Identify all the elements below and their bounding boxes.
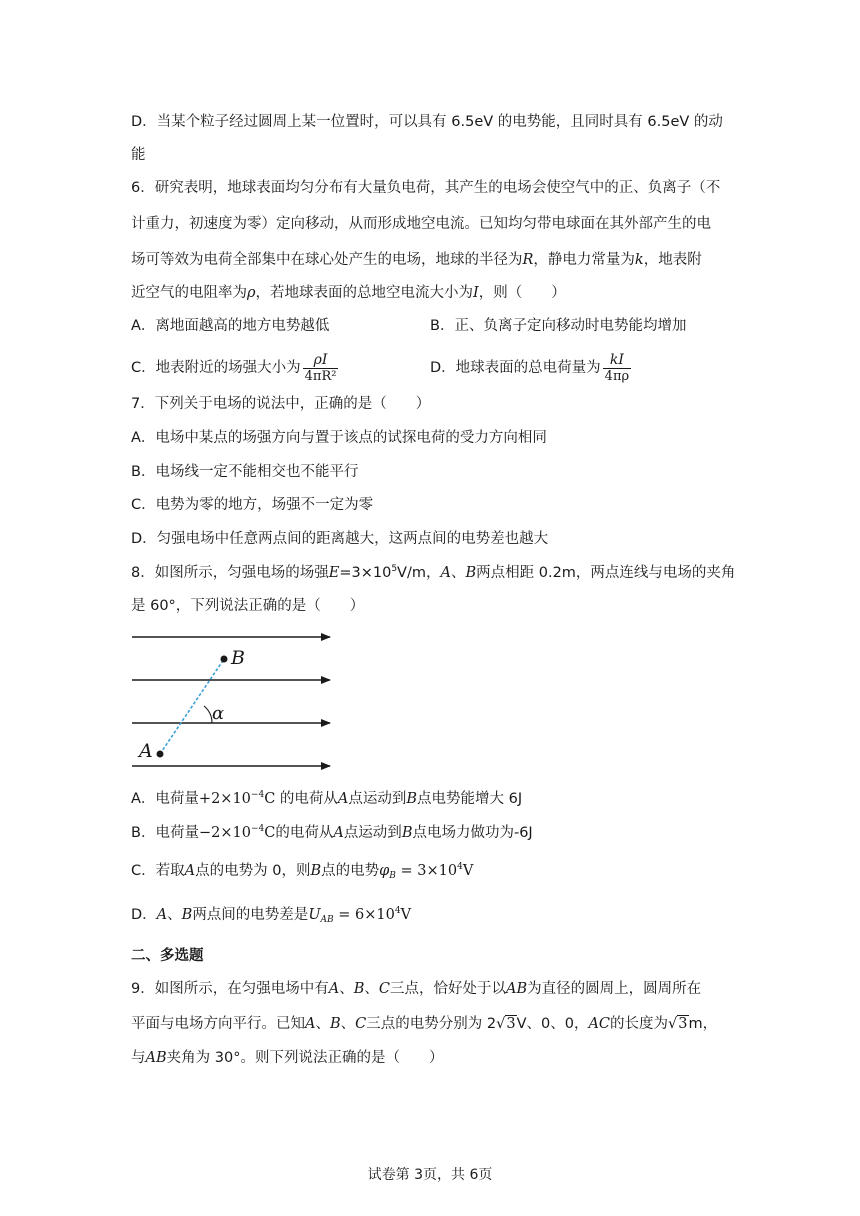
text: 为直径的圆周上，圆周所在	[527, 981, 702, 997]
page-footer: 试卷第 3页，共 6页	[367, 1167, 493, 1183]
q7-option-a: A．电场中某点的场强方向与置于该点的试探电荷的受力方向相同	[131, 430, 547, 446]
value: = 3×10	[395, 863, 458, 879]
var-a: A	[184, 863, 196, 879]
numerator: kI	[609, 351, 624, 368]
label-a: A	[139, 740, 153, 762]
radicand: 3	[678, 1016, 688, 1032]
fraction	[603, 352, 631, 385]
q9-stem-line3	[131, 1048, 443, 1068]
text: D．	[131, 907, 157, 923]
text: C．若取	[131, 863, 185, 879]
var-rho: ρ	[247, 285, 256, 301]
angle-arc	[204, 706, 212, 723]
text: 8．如图所示，匀强电场的场强	[131, 565, 329, 581]
exponent: −4	[250, 790, 265, 800]
var-b: B	[181, 907, 193, 923]
text: 的长度为	[610, 1016, 669, 1032]
exponent: 4	[457, 862, 463, 872]
q7-option-b: B．电场线一定不能相交也不能平行	[131, 464, 359, 480]
q7-option-c: C．电势为零的地方，场强不一定为零	[131, 497, 374, 513]
section-heading: 二、多选题	[131, 948, 204, 964]
text: 两点相距 0.2m，两点连线与电场的夹角	[476, 565, 736, 581]
text: ，则（ ）	[478, 285, 566, 301]
label-alpha: α	[212, 703, 225, 724]
text: 平面与电场方向平行。已知	[131, 1016, 305, 1032]
var-ab: AB	[505, 981, 528, 997]
q6-option-b: B．正、负离子定向移动时电势能均增加	[430, 318, 687, 334]
text: ，若地球表面的总地空电流大小为	[255, 285, 474, 301]
q6-option-d	[430, 350, 633, 386]
var-i: I	[473, 285, 479, 301]
var-e: E	[328, 565, 340, 581]
var-b: B	[401, 825, 413, 841]
text: m，	[688, 1016, 718, 1032]
q6-stem-line1: 6．研究表明，地球表面均匀分布有大量负电荷，其产生的电场会使空气中的正、负离子（不	[131, 180, 721, 196]
unit: V	[462, 863, 474, 879]
q8-stem-line1	[131, 563, 735, 583]
numerator: ρI	[313, 351, 328, 368]
label-b: B	[231, 647, 245, 669]
unit: C	[264, 825, 276, 841]
exponent: 4	[394, 906, 401, 916]
unit: C	[264, 791, 276, 807]
text: 点电势能增大 6J	[417, 791, 523, 807]
q6-stem-line4	[131, 283, 566, 303]
var-a: A	[156, 907, 168, 923]
text: 的电荷从	[275, 825, 334, 841]
text: ，地表附	[643, 252, 702, 268]
text: V、0、0，	[516, 1016, 589, 1032]
value: +2×10	[198, 791, 251, 807]
var-c: C	[355, 1016, 367, 1032]
text: 近空气的电阻率为	[131, 285, 247, 301]
text: 与	[131, 1050, 146, 1066]
denominator: 4πR²	[304, 368, 337, 384]
point-a	[157, 751, 164, 758]
q8-option-a	[131, 789, 522, 809]
sqrt: √3	[668, 1016, 688, 1032]
var-b: B	[465, 565, 477, 581]
text: 的电荷从	[275, 791, 338, 807]
var-a: A	[328, 981, 340, 997]
var-ab: AB	[145, 1050, 167, 1066]
var-a: A	[305, 1016, 316, 1032]
q8-option-d	[131, 905, 411, 925]
subscript: AB	[320, 915, 334, 925]
fraction	[303, 352, 339, 385]
text: 、	[167, 907, 182, 923]
point-b	[221, 656, 228, 663]
text: A．电荷量	[131, 791, 199, 807]
q7-stem: 7．下列关于电场的说法中，正确的是（ ）	[131, 396, 431, 412]
text: 点的电势为 0，则	[195, 863, 311, 879]
electric-field-diagram	[130, 625, 340, 775]
text: 、	[339, 981, 354, 997]
var-b: B	[329, 1016, 341, 1032]
var-k: k	[634, 252, 644, 268]
q6-stem-line2: 计重力，初速度为零）定向移动，从而形成地空电流。已知均匀带电球面在其外部产生的电	[131, 216, 711, 232]
sqrt: √3	[496, 1016, 516, 1032]
text: 夹角为 30°。则下列说法正确的是（ ）	[166, 1050, 444, 1066]
text: 点的电势	[321, 863, 380, 879]
text: 场可等效为电荷全部集中在球心处产生的电场，地球的半径为	[131, 252, 523, 268]
q8-option-c	[131, 861, 473, 881]
text: C．地表附近的场强大小为	[131, 360, 301, 376]
q8-stem-line2: 是 60°，下列说法正确的是（ ）	[131, 598, 365, 614]
var-u: U	[308, 907, 321, 923]
exponent: −4	[250, 824, 265, 834]
var-phi: φ	[379, 863, 390, 879]
q9-stem-line2	[131, 1014, 717, 1034]
text: 、	[450, 565, 466, 581]
text: 两点间的电势差是	[192, 907, 309, 923]
var-c: C	[378, 981, 390, 997]
text: V/m，	[397, 565, 441, 581]
text: 三点，恰好处于以	[389, 981, 506, 997]
q7-option-d: D．匀强电场中任意两点间的距离越大，这两点间的电势差也越大	[131, 531, 549, 547]
var-a: A	[333, 825, 344, 841]
var-a: A	[440, 565, 451, 581]
var-ac: AC	[588, 1016, 611, 1032]
value: = 6×10	[333, 907, 395, 923]
q6-option-c	[131, 350, 340, 386]
q9-stem-line1	[131, 979, 701, 999]
value: −2×10	[198, 825, 251, 841]
text: 、	[315, 1016, 330, 1032]
q6-option-a: A．离地面越高的地方电势越低	[131, 318, 330, 334]
q6-stem-line3	[131, 250, 702, 270]
text: 、	[340, 1016, 356, 1032]
var-r: R	[522, 252, 534, 268]
q5-option-d: D．当某个粒子经过圆周上某一位置时，可以具有 6.5eV 的电势能，且同时具有 6.5eV 的动	[131, 114, 723, 130]
var-b: B	[406, 791, 418, 807]
unit: V	[400, 907, 412, 923]
q5-option-d-cont: 能	[131, 147, 146, 163]
q8-option-b	[131, 823, 533, 843]
var-b: B	[353, 981, 365, 997]
var-b: B	[310, 863, 322, 879]
var-a: A	[337, 791, 349, 807]
text: =3×10	[339, 565, 392, 581]
radicand: 3	[506, 1016, 516, 1032]
text: 点运动到	[343, 825, 402, 841]
text: 点运动到	[348, 791, 407, 807]
text: 9．如图所示，在匀强电场中有	[131, 981, 329, 997]
text: 三点的电势分别为 2	[366, 1016, 497, 1032]
subscript: B	[389, 871, 396, 881]
text: B．电荷量	[131, 825, 199, 841]
text: 、	[364, 981, 379, 997]
exponent: 5	[391, 564, 398, 574]
text: D．地球表面的总电荷量为	[430, 360, 601, 376]
denominator: 4πρ	[604, 368, 630, 384]
text: 点电场力做功为-6J	[412, 825, 533, 841]
text: ，静电力常量为	[533, 252, 635, 268]
